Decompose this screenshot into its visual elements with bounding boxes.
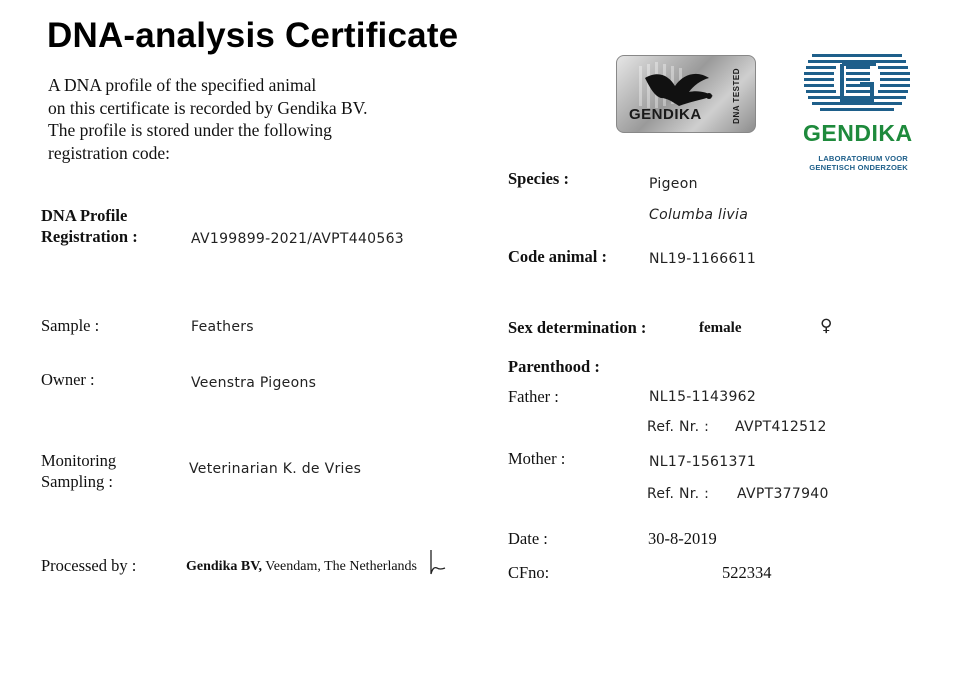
registration-label-line2: Registration : <box>41 227 138 246</box>
cfno-value: 522334 <box>722 563 772 582</box>
processed-company: Gendika BV, <box>186 559 262 574</box>
seal-vertical-text: DNA TESTED <box>732 68 741 124</box>
monitoring-label-line1: Monitoring <box>41 451 117 470</box>
father-code: NL15-1143962 <box>649 389 757 405</box>
species-label: Species : <box>508 169 569 188</box>
owner-value: Veenstra Pigeons <box>191 375 317 391</box>
father-ref-value: AVPT412512 <box>735 419 827 435</box>
date-value: 30-8-2019 <box>648 529 717 548</box>
monitoring-value: Veterinarian K. de Vries <box>189 461 362 477</box>
intro-line: A DNA profile of the specified animal <box>48 75 317 95</box>
code-animal-label: Code animal : <box>508 247 607 266</box>
logo-name: GENDIKA <box>803 120 913 146</box>
intro-text <box>48 74 428 164</box>
monitoring-label-line2: Sampling : <box>41 472 113 491</box>
gendika-logo-icon <box>802 52 912 122</box>
registration-code: AV199899-2021/AVPT440563 <box>191 231 404 247</box>
processed-label: Processed by : <box>41 556 137 575</box>
parenthood-label: Parenthood : <box>508 357 600 376</box>
intro-line: The profile is stored under the following <box>48 120 332 140</box>
intro-line: on this certificate is recorded by Gendika BV. <box>48 97 368 118</box>
seal-brand-text: GENDIKA <box>629 106 702 123</box>
code-animal-value: NL19-1166611 <box>649 251 757 267</box>
logo-subtitle: LABORATORIUM VOOR GENETISCH ONDERZOEK <box>809 154 908 172</box>
intro-line: registration code: <box>48 142 170 163</box>
cfno-label: CFno: <box>508 563 550 582</box>
mother-label: Mother : <box>508 449 566 468</box>
species-latin: Columba livia <box>649 207 749 223</box>
father-label: Father : <box>508 387 559 406</box>
sample-label: Sample : <box>41 316 100 335</box>
signature-mark <box>427 548 449 578</box>
mother-ref-label: Ref. Nr. : <box>647 486 710 502</box>
dna-tested-seal <box>616 55 756 133</box>
processed-location: Veendam, The Netherlands <box>265 559 417 574</box>
sex-label: Sex determination : <box>508 318 647 337</box>
female-symbol-icon: ♀ <box>820 316 833 336</box>
owner-label: Owner : <box>41 370 95 389</box>
registration-label-line1: DNA Profile <box>41 206 128 225</box>
species-common: Pigeon <box>649 176 698 192</box>
sex-value: female <box>699 320 742 336</box>
mother-ref-value: AVPT377940 <box>737 486 829 502</box>
father-ref-label: Ref. Nr. : <box>647 419 710 435</box>
date-label: Date : <box>508 529 548 548</box>
sample-value: Feathers <box>191 319 254 335</box>
processed-value <box>186 559 417 575</box>
certificate-title: DNA-analysis Certificate <box>47 16 459 55</box>
mother-code: NL17-1561371 <box>649 454 757 470</box>
